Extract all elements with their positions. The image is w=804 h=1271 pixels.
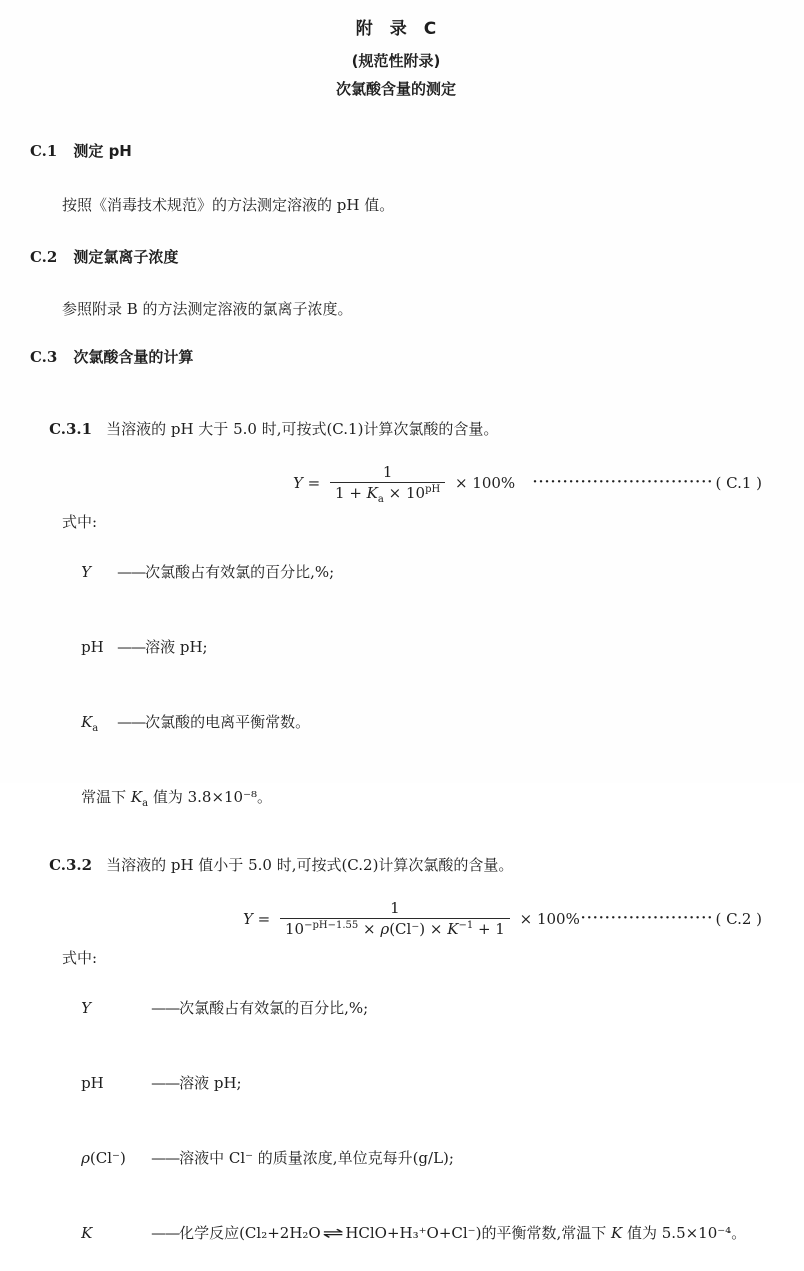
where-label: 式中: <box>62 513 98 531</box>
definition-term-y: Y <box>81 563 91 581</box>
fraction <box>280 899 510 939</box>
formula-c2-lhs: Y <box>243 910 253 928</box>
note-text: 常温下 <box>81 788 131 806</box>
where-label: 式中: <box>62 949 98 967</box>
ka-subscript: a <box>92 723 99 734</box>
definition-term-ph: pH <box>81 638 104 656</box>
definition-desc: 次氯酸占有效氯的百分比,%; <box>179 999 369 1017</box>
section-c1-title: 测定 pH <box>73 142 132 160</box>
denominator-text: 10 <box>285 920 305 938</box>
equation-label-c1: ( C.1 ) <box>715 474 762 492</box>
section-c3-title: 次氯酸含量的计算 <box>73 348 194 366</box>
clause-c32-text: 当溶液的 pH 值小于 5.0 时,可按式(C.2)计算次氯酸的含量。 <box>106 856 514 874</box>
definition-row <box>30 1046 762 1121</box>
section-c1-paragraph: 按照《消毒技术规范》的方法测定溶液的 pH 值。 <box>62 196 395 214</box>
definition-desc: 溶液 pH; <box>145 638 208 656</box>
definition-row <box>30 1196 762 1271</box>
equals-sign: = <box>302 474 326 492</box>
definition-desc <box>179 1224 746 1242</box>
section-c3-number: C.3 <box>30 348 58 366</box>
definition-desc: 溶液中 Cl⁻ 的质量浓度,单位克每升(g/L); <box>179 1149 454 1167</box>
clause-c31-heading <box>30 400 762 457</box>
clause-c32-number: C.3.2 <box>49 856 93 874</box>
fraction-denominator <box>280 918 510 939</box>
definition-row <box>30 610 762 685</box>
ph-exponent: −pH−1.55 <box>304 920 359 931</box>
definition-dash: —— <box>117 713 146 731</box>
equation-label-c2: ( C.2 ) <box>715 910 762 928</box>
denominator-text: × 10 <box>383 484 426 502</box>
denominator-text: 1 + <box>335 484 367 502</box>
leader-dots: ······················ <box>580 910 714 926</box>
definition-dash: —— <box>151 1074 180 1092</box>
ph-exponent: pH <box>425 484 441 495</box>
chloride-term: (Cl⁻) × <box>389 920 448 938</box>
definition-row <box>30 685 762 760</box>
clause-c31-number: C.3.1 <box>49 420 93 438</box>
ka-variable: K <box>81 713 93 731</box>
reaction-lhs: 化学反应(Cl₂+2H₂O <box>179 1224 321 1242</box>
definition-desc: 次氯酸占有效氯的百分比,%; <box>145 563 335 581</box>
chloride-label: (Cl⁻) <box>89 1149 126 1167</box>
rho-variable: ρ <box>380 920 390 938</box>
section-c2-number: C.2 <box>30 248 58 266</box>
equilibrium-arrow-icon: ⇌ <box>322 1224 344 1242</box>
rho-variable: ρ <box>81 1149 90 1167</box>
definition-desc: 次氯酸的电离平衡常数。 <box>145 713 311 731</box>
ka-variable: K <box>130 788 143 806</box>
appendix-title: 附 录 C <box>355 19 437 39</box>
denominator-text: + 1 <box>473 920 505 938</box>
ka-variable: K <box>366 484 378 502</box>
fraction-numerator: 1 <box>382 463 393 482</box>
section-c1-number: C.1 <box>30 142 58 160</box>
percent-multiplier: × 100% <box>514 910 580 928</box>
clause-c32-heading <box>30 836 762 893</box>
equals-sign: = <box>252 910 276 928</box>
section-c3-heading <box>30 346 762 367</box>
denominator-text: × <box>358 920 381 938</box>
fraction-denominator <box>330 482 445 503</box>
formula-c1 <box>30 457 762 509</box>
definition-row <box>30 971 762 1046</box>
definition-term-k: K <box>81 1224 93 1242</box>
definition-row <box>30 1121 762 1196</box>
ka-subscript: a <box>142 798 149 809</box>
section-c2-paragraph: 参照附录 B 的方法测定溶液的氯离子浓度。 <box>62 300 353 318</box>
definition-term-ph: pH <box>81 1074 104 1092</box>
percent-multiplier: × 100% <box>450 474 516 492</box>
ka-value-note <box>30 760 762 835</box>
note-text: 值为 3.8×10⁻⁸。 <box>148 788 273 806</box>
section-c2-heading <box>30 246 762 267</box>
definition-dash: —— <box>117 563 146 581</box>
appendix-normative-label: (规范性附录) <box>351 52 441 70</box>
definition-term-rho-cl <box>81 1146 151 1171</box>
definition-row <box>30 535 762 610</box>
k-value-text: 值为 5.5×10⁻⁴。 <box>622 1224 747 1242</box>
reaction-rhs: HClO+H₃⁺O+Cl⁻)的平衡常数,常温下 <box>345 1224 611 1242</box>
leader-dots: ······························ <box>532 474 714 490</box>
fraction <box>330 463 445 503</box>
dots-leader <box>533 474 762 492</box>
definition-dash: —— <box>117 638 146 656</box>
k-inverse-exponent: −1 <box>458 920 474 931</box>
k-variable: K <box>611 1224 623 1242</box>
definition-dash: —— <box>151 1224 180 1242</box>
appendix-subject-title: 次氯酸含量的测定 <box>335 80 456 98</box>
definition-term-y: Y <box>81 999 91 1017</box>
definition-dash: —— <box>151 1149 180 1167</box>
fraction-numerator: 1 <box>390 899 400 918</box>
ka-subscript: a <box>377 494 384 505</box>
formula-c1-lhs: Y <box>293 474 303 492</box>
section-c1-heading <box>30 140 762 161</box>
definition-desc: 溶液 pH; <box>179 1074 242 1092</box>
formula-c2 <box>30 893 762 945</box>
dots-leader <box>581 910 762 928</box>
definition-term-ka <box>81 710 117 735</box>
definition-dash: —— <box>151 999 180 1017</box>
clause-c31-text: 当溶液的 pH 大于 5.0 时,可按式(C.1)计算次氯酸的含量。 <box>106 420 499 438</box>
k-variable: K <box>447 920 459 938</box>
section-c2-title: 测定氯离子浓度 <box>73 248 179 266</box>
